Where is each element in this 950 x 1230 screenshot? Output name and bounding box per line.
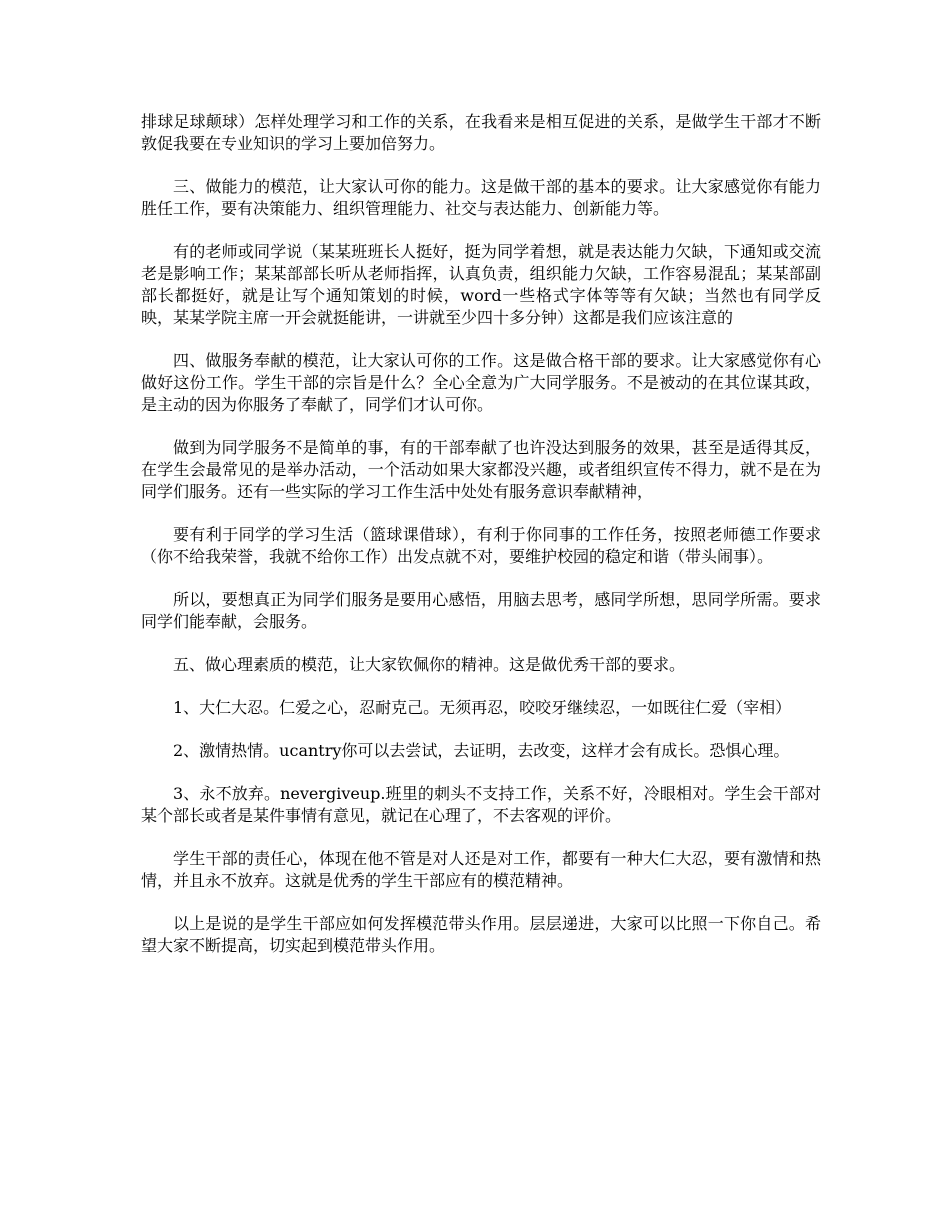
paragraph: 有的老师或同学说（某某班班长人挺好，挺为同学着想，就是表达能力欠缺，下通知或交流老是影响工作；某某部部长听从老师指挥，认真负责，组织能力欠缺，工作容易混乱；某某部副部长都挺好，就是让写个通知策划的时候，word一些格式字体等等有欠缺；当然也有同学反映，某某学院主席一开会就挺能讲，一讲就至少四十多分钟）这都是我们应该注意的 bbox=[141, 242, 821, 327]
paragraph: 所以，要想真正为同学们服务是要用心感悟，用脑去思考，感同学所想，思同学所需。要求同学们能奉献，会服务。 bbox=[141, 590, 821, 631]
paragraph: 学生干部的责任心，体现在他不管是对人还是对工作，都要有一种大仁大忍，要有激情和热情，并且永不放弃。这就是优秀的学生干部应有的模范精神。 bbox=[141, 849, 821, 890]
paragraph: 1、大仁大忍。仁爱之心，忍耐克己。无须再忍，咬咬牙继续忍，一如既往仁爱（宰相） bbox=[173, 698, 792, 717]
paragraph: 四、做服务奉献的模范，让大家认可你的工作。这是做合格干部的要求。让大家感觉你有心做好这份工作。学生干部的宗旨是什么？全心全意为广大同学服务。不是被动的在其位谋其政，是主动的因为你服务了奉献了，同学们才认可你。 bbox=[141, 351, 821, 414]
paragraph: 做到为同学服务不是简单的事，有的干部奉献了也许没达到服务的效果，甚至是适得其反，在学生会最常见的是举办活动，一个活动如果大家都没兴趣，或者组织宣传不得力，就不是在为同学们服务。还有一些实际的学习工作生活中处处有服务意识奉献精神， bbox=[141, 438, 821, 501]
paragraph: 五、做心理素质的模范，让大家钦佩你的精神。这是做优秀干部的要求。 bbox=[173, 655, 686, 674]
paragraph: 排球足球颠球）怎样处理学习和工作的关系，在我看来是相互促进的关系，是做学生干部才不断敦促我要在专业知识的学习上要加倍努力。 bbox=[141, 112, 821, 153]
document-page bbox=[141, 111, 821, 978]
paragraph: 以上是说的是学生干部应如何发挥模范带头作用。层层递进，大家可以比照一下你自己。希望大家不断提高，切实起到模范带头作用。 bbox=[141, 914, 821, 955]
paragraph: 2、激情热情。ucantry你可以去尝试，去证明，去改变，这样才会有成长。恐惧心理。 bbox=[173, 741, 790, 760]
paragraph: 要有利于同学的学习生活（篮球课借球），有利于你同事的工作任务，按照老师德工作要求（你不给我荣誉，我就不给你工作）出发点就不对，要维护校园的稳定和谐（带头闹事）。 bbox=[141, 525, 821, 566]
paragraph: 3、永不放弃。nevergiveup.班里的刺头不支持工作，关系不好，冷眼相对。学生会干部对某个部长或者是某件事情有意见，就记在心理了，不去客观的评价。 bbox=[141, 784, 821, 825]
paragraph: 三、做能力的模范，让大家认可你的能力。这是做干部的基本的要求。让大家感觉你有能力胜任工作，要有决策能力、组织管理能力、社交与表达能力、创新能力等。 bbox=[141, 177, 821, 218]
